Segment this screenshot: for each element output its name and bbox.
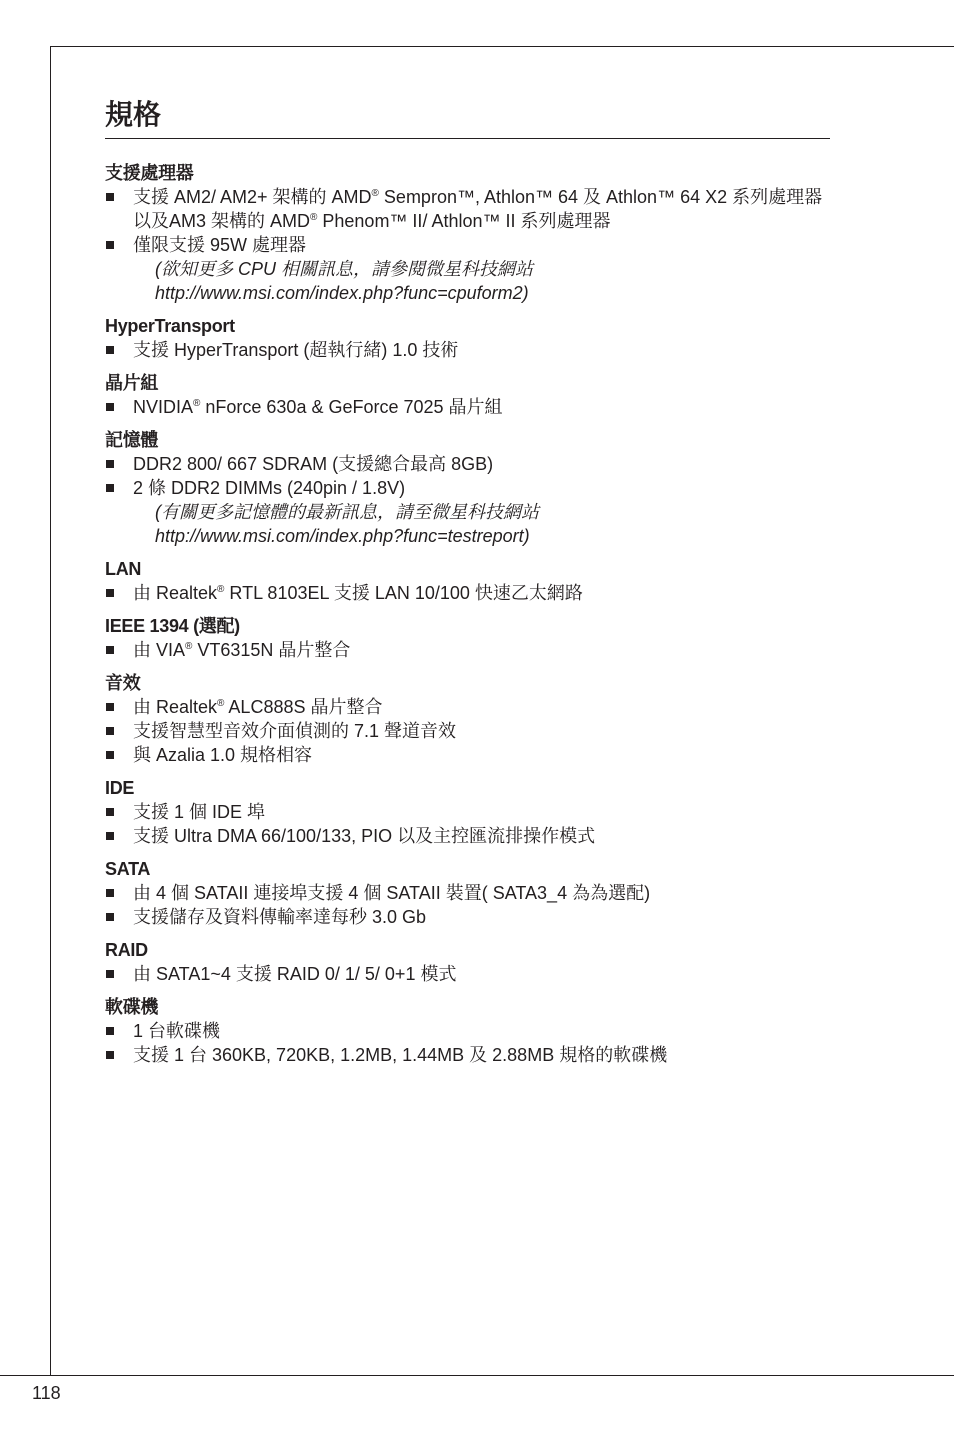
page-frame-bottom-rule (0, 1375, 954, 1376)
square-bullet-icon (106, 889, 114, 897)
spec-section (105, 161, 830, 305)
spec-item-list (105, 1019, 830, 1067)
spec-item-list (105, 395, 830, 419)
square-bullet-icon (106, 241, 114, 249)
spec-item-list (105, 338, 830, 362)
spec-section (105, 776, 830, 848)
list-item-text: 2 條 DDR2 DIMMs (240pin / 1.8V) (133, 478, 406, 498)
list-item-text: 由 Realtek® RTL 8103EL 支援 LAN 10/100 快速乙太網路 (133, 583, 583, 603)
list-item-text: NVIDIA® nForce 630a & GeForce 7025 晶片組 (133, 397, 503, 417)
list-item-text: 支援儲存及資料傳輸率達每秒 3.0 Gb (133, 907, 427, 927)
list-item-text: 由 SATA1~4 支援 RAID 0/ 1/ 5/ 0+1 模式 (133, 964, 457, 984)
section-title: 記憶體 (105, 430, 159, 450)
spec-section (105, 614, 830, 662)
spec-item-list (105, 881, 830, 929)
page-title: 規格 (105, 96, 830, 139)
square-bullet-icon (106, 913, 114, 921)
spec-item-list (105, 638, 830, 662)
spec-section-list (105, 161, 830, 1067)
note-url-link[interactable]: http://www.msi.com/index.php?func=cpuform2) (155, 283, 529, 303)
spec-section (105, 314, 830, 362)
square-bullet-icon (106, 193, 114, 201)
list-item (105, 452, 830, 476)
list-item (105, 719, 830, 743)
list-item (105, 338, 830, 362)
spec-item-list (105, 962, 830, 986)
list-item (105, 800, 830, 824)
section-title: IEEE 1394 (選配) (105, 616, 240, 636)
square-bullet-icon (106, 646, 114, 654)
section-title: HyperTransport (105, 316, 235, 336)
section-title: 音效 (105, 673, 141, 693)
section-title: 軟碟機 (105, 997, 159, 1017)
square-bullet-icon (106, 460, 114, 468)
list-item-text: 支援 1 個 IDE 埠 (133, 802, 266, 822)
list-item (105, 581, 830, 605)
list-item-text: 支援 1 台 360KB, 720KB, 1.2MB, 1.44MB 及 2.88MB 規格的軟碟機 (133, 1045, 668, 1065)
list-item-text: 由 Realtek® ALC888S 晶片整合 (133, 697, 383, 717)
spec-item-list (105, 581, 830, 605)
square-bullet-icon (106, 751, 114, 759)
note-text (133, 500, 830, 548)
section-title: 晶片組 (105, 373, 159, 393)
list-item (105, 962, 830, 986)
section-title: SATA (105, 859, 151, 879)
square-bullet-icon (106, 727, 114, 735)
list-item-text: 支援 AM2/ AM2+ 架構的 AMD® Sempron™, Athlon™ 64 及 Athlon™ 64 X2 系列處理器以及AM3 架構的 AMD® Phenom™ II/ Athlon™ II 系列處理器 (133, 187, 823, 231)
square-bullet-icon (106, 832, 114, 840)
spec-item-list (105, 185, 830, 305)
section-title: RAID (105, 940, 148, 960)
square-bullet-icon (106, 808, 114, 816)
spec-section (105, 671, 830, 767)
square-bullet-icon (106, 589, 114, 597)
spec-content (105, 96, 830, 1067)
list-item-text: 由 VIA® VT6315N 晶片整合 (133, 640, 351, 660)
spec-section (105, 995, 830, 1067)
list-item-text: 支援 HyperTransport (超執行緒) 1.0 技術 (133, 340, 459, 360)
list-item-text: 1 台軟碟機 (133, 1021, 221, 1041)
list-item (105, 905, 830, 929)
list-item (105, 185, 830, 233)
section-title: LAN (105, 559, 142, 579)
list-item-text: 與 Azalia 1.0 規格相容 (133, 745, 313, 765)
list-item (105, 638, 830, 662)
spec-section (105, 428, 830, 548)
section-title: 支援處理器 (105, 163, 194, 183)
square-bullet-icon (106, 1027, 114, 1035)
spec-section (105, 857, 830, 929)
square-bullet-icon (106, 970, 114, 978)
square-bullet-icon (106, 484, 114, 492)
note-url-link[interactable]: http://www.msi.com/index.php?func=testreport) (155, 526, 530, 546)
list-item (105, 695, 830, 719)
spec-item-list (105, 800, 830, 848)
spec-section (105, 371, 830, 419)
list-item (105, 881, 830, 905)
list-item (105, 743, 830, 767)
spec-section (105, 557, 830, 605)
list-item (105, 395, 830, 419)
page-frame-left-rule (50, 46, 51, 1375)
list-item (105, 233, 830, 305)
note-text (133, 257, 830, 305)
section-title: IDE (105, 778, 135, 798)
square-bullet-icon (106, 1051, 114, 1059)
spec-section (105, 938, 830, 986)
page-number: 118 (32, 1383, 61, 1403)
list-item (105, 476, 830, 548)
square-bullet-icon (106, 346, 114, 354)
page-frame-top-rule (50, 46, 954, 47)
list-item (105, 1043, 830, 1067)
note-label: (有關更多記憶體的最新訊息，請至微星科技網站 (155, 502, 539, 522)
list-item (105, 1019, 830, 1043)
list-item-text: 由 4 個 SATAII 連接埠支援 4 個 SATAII 裝置( SATA3_4 為為選配) (133, 883, 651, 903)
spec-item-list (105, 695, 830, 767)
square-bullet-icon (106, 703, 114, 711)
list-item-text: 支援 Ultra DMA 66/100/133, PIO 以及主控匯流排操作模式 (133, 826, 596, 846)
list-item-text: 支援智慧型音效介面偵測的 7.1 聲道音效 (133, 721, 457, 741)
list-item-text: DDR2 800/ 667 SDRAM (支援總合最高 8GB) (133, 454, 494, 474)
note-label: (欲知更多 CPU 相關訊息，請參閱微星科技網站 (155, 259, 533, 279)
list-item (105, 824, 830, 848)
square-bullet-icon (106, 403, 114, 411)
spec-item-list (105, 452, 830, 548)
list-item-text: 僅限支援 95W 處理器 (133, 235, 307, 255)
